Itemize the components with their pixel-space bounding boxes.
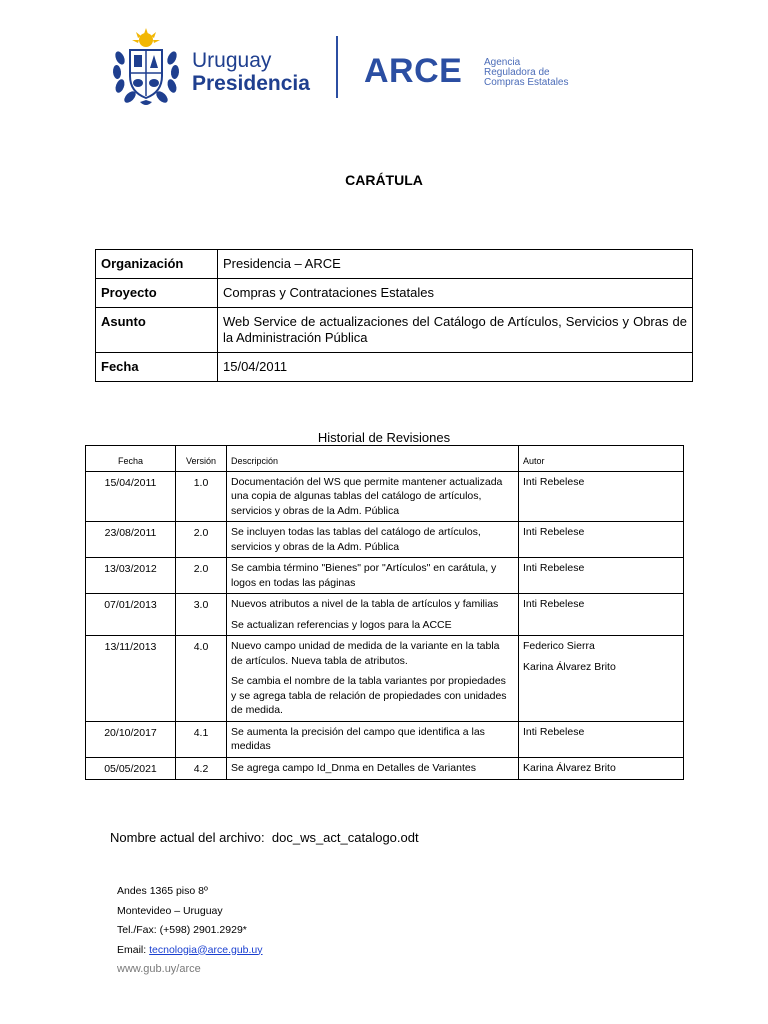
revision-version: 4.2	[176, 757, 227, 780]
revision-version: 2.0	[176, 558, 227, 594]
info-value: Presidencia – ARCE	[218, 250, 693, 279]
revision-description-paragraph: Nuevos atributos a nivel de la tabla de artículos y familias	[231, 598, 499, 610]
revision-description	[227, 757, 519, 780]
column-header-autor: Autor	[519, 446, 684, 472]
revision-row	[86, 522, 684, 558]
revision-description	[227, 636, 519, 722]
revision-date: 23/08/2011	[86, 522, 176, 558]
footer-email-link[interactable]: tecnologia@arce.gub.uy	[149, 943, 263, 956]
info-row	[96, 279, 693, 308]
revision-description	[227, 721, 519, 757]
revisions-header-row	[86, 446, 684, 472]
logo-divider	[336, 36, 338, 98]
revision-row	[86, 636, 684, 722]
revision-date: 15/04/2011	[86, 471, 176, 522]
header-logos	[108, 28, 608, 110]
revision-row	[86, 558, 684, 594]
info-label: Fecha	[96, 353, 218, 382]
revision-author-name: Inti Rebelese	[523, 562, 585, 574]
revision-version: 2.0	[176, 522, 227, 558]
column-header-version: Versión	[176, 446, 227, 472]
revision-date: 20/10/2017	[86, 721, 176, 757]
info-label: Proyecto	[96, 279, 218, 308]
footer-email-label: Email:	[117, 943, 147, 956]
info-row	[96, 308, 693, 353]
revision-author-name: Federico Sierra	[523, 640, 595, 652]
revision-author	[519, 636, 684, 722]
presidencia-text: Presidencia	[192, 72, 310, 95]
revision-row	[86, 757, 684, 780]
revision-description	[227, 522, 519, 558]
filename-value: doc_ws_act_catalogo.odt	[271, 830, 419, 845]
revision-description	[227, 558, 519, 594]
info-value: Web Service de actualizaciones del Catálogo de Artículos, Servicios y Obras de la Administración Pública	[218, 308, 693, 353]
info-value: Compras y Contrataciones Estatales	[218, 279, 693, 308]
revision-author	[519, 558, 684, 594]
revision-author-name: Karina Álvarez Brito	[523, 660, 616, 673]
footer-city: Montevideo – Uruguay	[117, 904, 223, 917]
footer-email-line	[117, 941, 263, 961]
revision-description	[227, 594, 519, 636]
arce-sub-line: Reguladora de	[484, 67, 550, 78]
revision-description-paragraph: Se actualizan referencias y logos para la ACCE	[231, 618, 452, 631]
revision-date: 07/01/2013	[86, 594, 176, 636]
uruguay-text: Uruguay	[192, 49, 272, 72]
revision-description-paragraph: Documentación del WS que permite mantener actualizada una copia de algunas tablas del catálogo de artículos, servicios y obras de la Adm. Pública	[231, 475, 503, 517]
info-table	[95, 249, 693, 382]
revision-author-name: Inti Rebelese	[523, 598, 585, 610]
uruguay-presidencia-wordmark	[192, 50, 310, 96]
revision-version: 4.0	[176, 636, 227, 722]
revision-author	[519, 594, 684, 636]
revision-date: 13/03/2012	[86, 558, 176, 594]
revision-description-paragraph: Se aumenta la precisión del campo que identifica a las medidas	[231, 725, 485, 752]
info-row	[96, 250, 693, 279]
revision-description-paragraph: Nuevo campo unidad de medida de la variante en la tabla de artículos. Nueva tabla de atributos.	[231, 640, 500, 667]
revision-version: 3.0	[176, 594, 227, 636]
revision-author	[519, 721, 684, 757]
revision-date: 05/05/2021	[86, 757, 176, 780]
footer-address: Andes 1365 piso 8º	[117, 885, 208, 897]
arce-logo-text: ARCE	[364, 52, 463, 90]
revision-description-paragraph: Se cambia el nombre de la tabla variantes por propiedades y se agrega tabla de relación de propiedades con unidades de medida.	[231, 675, 507, 716]
revision-version: 1.0	[176, 471, 227, 522]
revision-row	[86, 594, 684, 636]
revision-author-name: Inti Rebelese	[523, 725, 585, 738]
arce-sub-line: Compras Estatales	[484, 77, 569, 88]
footer-phone: Tel./Fax: (+598) 2901.2929*	[117, 924, 247, 936]
revision-description	[227, 471, 519, 522]
revision-description-paragraph: Se incluyen todas las tablas del catálogo de artículos, servicios y obras de la Adm. Pública	[231, 526, 481, 553]
revision-author	[519, 757, 684, 780]
filename-label: Nombre actual del archivo:	[110, 830, 265, 845]
revisions-body	[86, 471, 684, 780]
revision-description-paragraph: Se cambia término "Bienes" por "Artículos" en carátula, y logos en todas las páginas	[231, 562, 497, 589]
revision-author	[519, 471, 684, 522]
revision-author-name: Inti Rebelese	[523, 526, 585, 538]
info-row	[96, 353, 693, 382]
footer-contact	[117, 882, 263, 980]
revision-row	[86, 721, 684, 757]
history-title: Historial de Revisiones	[317, 430, 451, 445]
column-header-fecha: Fecha	[86, 446, 176, 472]
revision-author-name: Inti Rebelese	[523, 475, 585, 488]
column-header-descripcion: Descripción	[227, 446, 519, 472]
arce-sub-line: Agencia	[484, 57, 521, 68]
revisions-table	[85, 445, 684, 780]
info-label: Organización	[96, 250, 218, 279]
arce-subtitle	[484, 58, 568, 88]
info-value: 15/04/2011	[218, 353, 693, 382]
page-title: CARÁTULA	[345, 172, 423, 188]
info-label: Asunto	[96, 308, 218, 353]
footer-web: www.gub.uy/arce	[117, 963, 201, 975]
revision-version: 4.1	[176, 721, 227, 757]
revision-author	[519, 522, 684, 558]
revision-row	[86, 471, 684, 522]
revision-date: 13/11/2013	[86, 636, 176, 722]
revision-description-paragraph: Se agrega campo Id_Dnma en Detalles de Variantes	[231, 761, 476, 774]
filename-line	[110, 830, 419, 845]
revision-author-name: Karina Álvarez Brito	[523, 761, 616, 774]
uruguay-seal-logo	[110, 28, 182, 108]
